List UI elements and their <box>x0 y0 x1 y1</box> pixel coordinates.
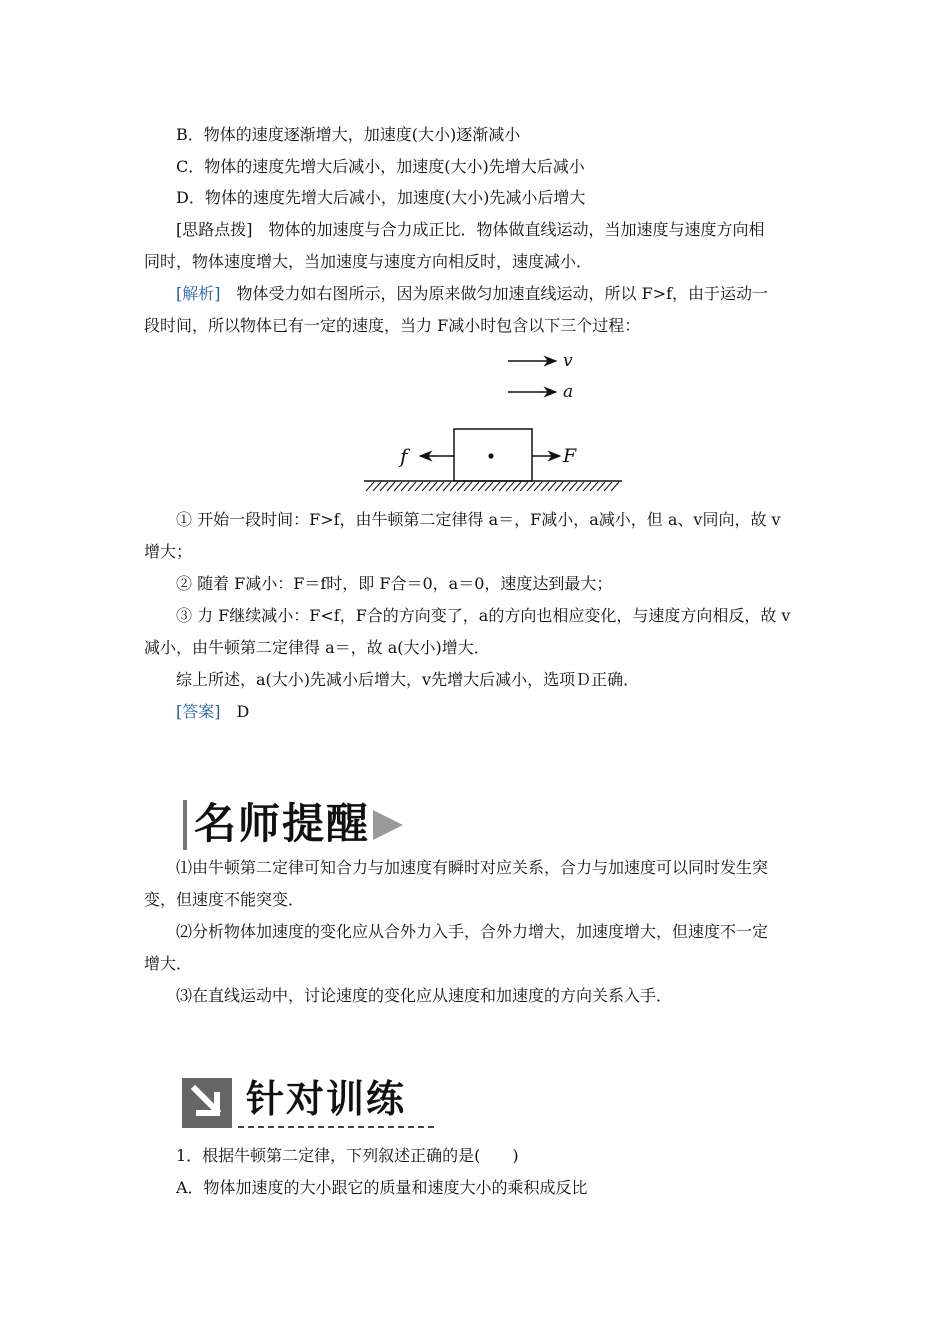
applied-force-label: F <box>563 445 577 467</box>
tips-heading-bar <box>183 800 187 850</box>
answer-line <box>176 701 249 723</box>
step-3-line-2: 减小，由牛顿第二定律得 a＝，故 a(大小)增大． <box>144 638 490 657</box>
ground-hatching <box>366 482 619 491</box>
velocity-label: v <box>563 351 573 371</box>
training-heading: 针对训练 <box>246 1077 407 1121</box>
analysis-tag: [解析] <box>176 284 221 303</box>
step-3-line-1: ③ 力 F继续减小：F<f，F合的方向变了，a的方向也相应变化，与速度方向相反，故 v <box>176 606 791 625</box>
analysis-line-1 <box>176 283 768 305</box>
answer-value: D <box>220 702 250 721</box>
question-1: 1．根据牛顿第二定律，下列叙述正确的是( ) <box>176 1146 519 1165</box>
hint-line-2: 同时，物体速度增大，当加速度与速度方向相反时，速度减小． <box>144 252 593 271</box>
answer-tag: [答案] <box>176 702 221 721</box>
step-2: ② 随着 F减小：F＝f时，即 F合＝0，a＝0，速度达到最大； <box>176 574 613 593</box>
friction-label: f <box>400 444 408 468</box>
tip-1-line-2: 变，但速度不能突变． <box>144 890 305 909</box>
tip-2-line-2: 增大． <box>144 954 193 973</box>
training-heading-underline <box>238 1126 434 1128</box>
analysis-line-2: 段时间，所以物体已有一定的速度，当力 F减小时包含以下三个过程： <box>144 316 641 335</box>
option-d: D．物体的速度先增大后减小，加速度(大小)先减小后增大 <box>176 188 586 207</box>
acceleration-label: a <box>563 382 574 402</box>
down-right-arrow-icon <box>187 1083 227 1123</box>
analysis-line-1-text: 物体受力如右图所示，因为原来做匀加速直线运动，所以 F>f，由于运动一 <box>220 284 769 303</box>
hint-line-1: [思路点拨] 物体的加速度与合力成正比．物体做直线运动，当加速度与速度方向相 <box>176 220 765 239</box>
tip-3: ⑶在直线运动中，讨论速度的变化应从速度和加速度的方向关系入手． <box>176 986 673 1005</box>
step-1-line-1: ① 开始一段时间：F>f，由牛顿第二定律得 a＝，F减小，a减小，但 a、v同向，故 v <box>176 510 781 529</box>
block-center-dot <box>488 453 493 458</box>
tips-heading: 名师提醒 <box>194 799 371 848</box>
tip-2-line-1: ⑵分析物体加速度的变化应从合外力入手，合外力增大，加速度增大，但速度不一定 <box>176 922 769 941</box>
summary: 综上所述，a(大小)先减小后增大，v先增大后减小，选项Ｄ正确． <box>176 670 640 689</box>
training-arrow-icon <box>182 1078 232 1128</box>
step-1-line-2: 增大； <box>144 542 193 561</box>
tip-1-line-1: ⑴由牛顿第二定律可知合力与加速度有瞬时对应关系，合力与加速度可以同时发生突 <box>176 858 769 877</box>
option-b: B．物体的速度逐渐增大，加速度(大小)逐渐减小 <box>176 125 521 144</box>
force-diagram <box>360 345 630 495</box>
question-1-option-a: A．物体加速度的大小跟它的质量和速度大小的乘积成反比 <box>176 1178 588 1197</box>
play-triangle-icon <box>373 810 403 840</box>
option-c: C．物体的速度先增大后减小，加速度(大小)先增大后减小 <box>176 157 585 176</box>
